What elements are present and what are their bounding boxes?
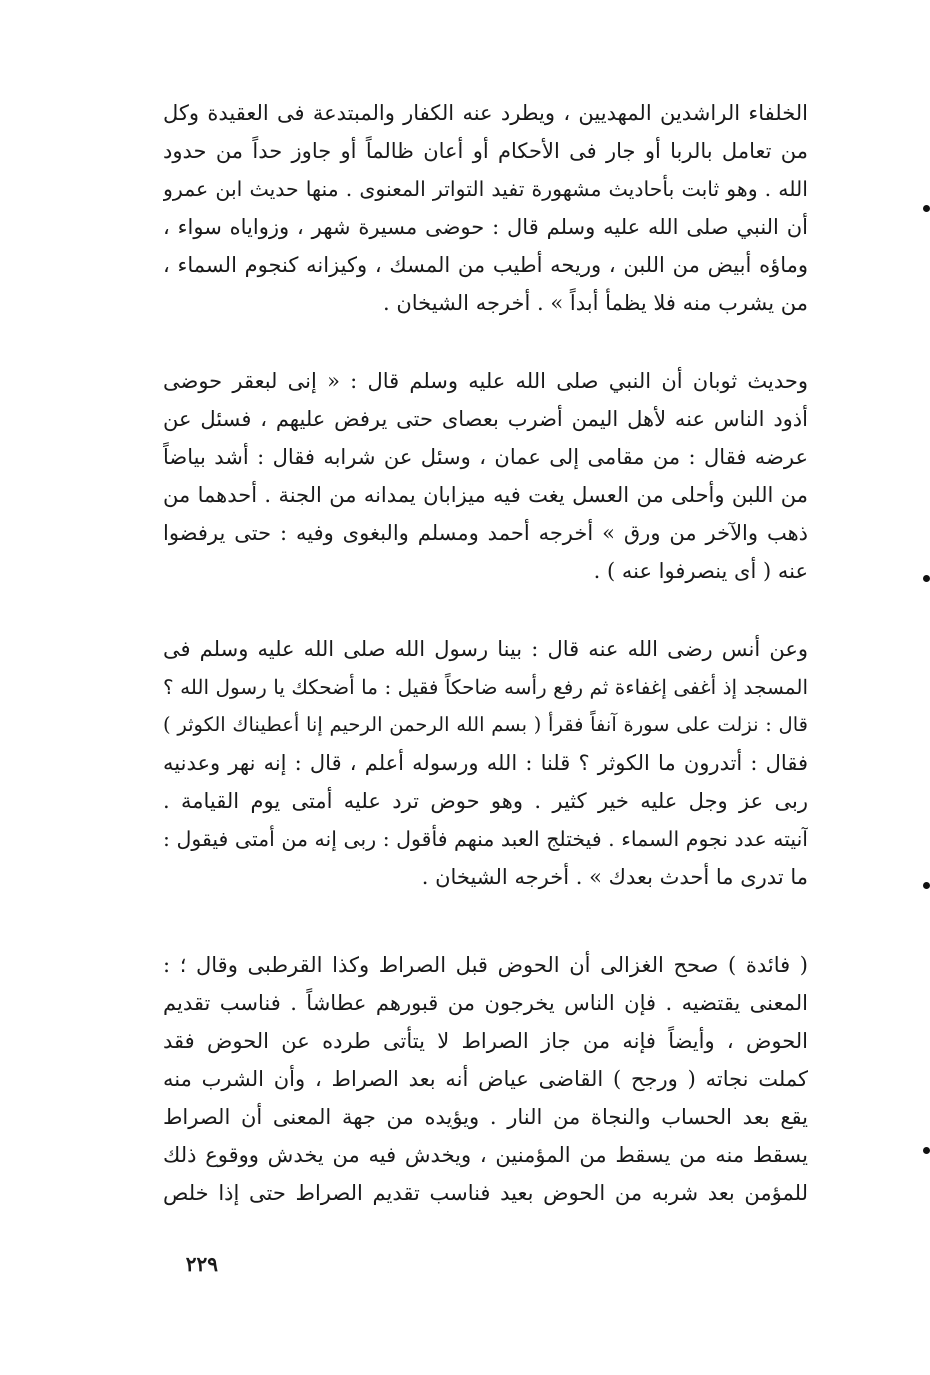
text-line: أن النبي صلى الله عليه وسلم قال : حوضى مسيرة شهر ، وزواياه سواء ، [163,215,808,239]
text-line: آنيته عدد نجوم السماء . فيختلج العبد منهم فأقول : ربى إنه من أمتى فيقول : [163,827,808,851]
text-line: فقال : أتدرون ما الكوثر ؟ قلنا : الله ورسوله أعلم ، قال : إنه نهر وعدنيه [163,751,808,775]
paragraph-1 [163,94,808,322]
text-line: الخلفاء الراشدين المهديين ، ويطرد عنه الكفار والمبتدعة فى العقيدة وكل [163,101,808,125]
text-line: ما تدرى ما أحدث بعدك » . أخرجه الشيخان . [421,865,808,889]
text-line: المسجد إذ أغفى إغفاءة ثم رفع رأسه ضاحكاً فقيل : ما أضحكك يا رسول الله ؟ [163,675,808,699]
text-line: عرضه فقال : من مقامى إلى عمان ، وسئل عن شرابه فقال : أشد بياضاً [163,445,808,469]
text-line: ( فائدة ) صحح الغزالى أن الحوض قبل الصراط وكذا القرطبى وقال ؛ : [163,953,808,977]
paragraph-4 [163,946,808,1212]
text-line: للمؤمن بعد شربه من الحوض بعيد فناسب تقديم الصراط حتى إذا خلص [163,1181,808,1205]
text-line: يقع بعد الحساب والنجاة من النار . ويؤيده من جهة المعنى أن الصراط [163,1105,808,1129]
margin-dot-icon [923,1147,930,1154]
text-line: من يشرب منه فلا يظمأ أبداً » . أخرجه الشيخان . [382,291,808,315]
text-line: وعن أنس رضى الله عنه قال : بينا رسول الله صلى الله عليه وسلم فى [163,637,808,661]
page-number: ٢٢٩ [185,1252,218,1276]
paragraph-3 [163,630,808,896]
text-line: ذهب والآخر من ورق » أخرجه أحمد ومسلم والبغوى وفيه : حتى يرفضوا [163,521,808,545]
text-line: ربى عز وجل عليه خير كثير . وهو حوض ترد عليه أمتى يوم القيامة . [163,789,808,813]
margin-dot-icon [923,205,930,212]
text-line: من اللبن وأحلى من العسل يغت فيه ميزابان يمدانه من الجنة . أحدهما من [163,483,808,507]
text-line: أذود الناس عنه لأهل اليمن أضرب بعصاى حتى يرفض عليهم ، فسئل عن [163,407,808,431]
text-line: يسقط منه من يسقط من المؤمنين ، ويخدش فيه من يخدش ووقوع ذلك [163,1143,808,1167]
text-line: وماؤه أبيض من اللبن ، وريحه أطيب من المسك ، وكيزانه كنجوم السماء ، [163,253,808,277]
text-line: قال : نزلت على سورة آنفاً فقرأ ( بسم الله الرحمن الرحيم إنا أعطيناك الكوثر ) [163,713,808,736]
text-line: وحديث ثوبان أن النبي صلى الله عليه وسلم قال : « إنى لبعقر حوضى [163,369,808,393]
margin-dot-icon [923,575,930,582]
text-line: الحوض ، وأيضاً فإنه من جاز الصراط لا يتأتى طرده عن الحوض فقد [163,1029,808,1053]
margin-dot-icon [923,882,930,889]
text-line: الله . وهو ثابت بأحاديث مشهورة تفيد التواتر المعنوى . منها حديث ابن عمرو [163,177,808,201]
text-line: من تعامل بالربا أو جار فى الأحكام أو أعان ظالماً أو جاوز حداً من حدود [163,139,808,163]
text-line: عنه ( أى ينصرفوا عنه ) . [593,559,808,583]
text-line: المعنى يقتضيه . فإن الناس يخرجون من قبورهم عطاشاً . فناسب تقديم [163,991,808,1015]
paragraph-2 [163,362,808,590]
text-line: كملت نجاته ( ورجح ) القاضى عياض أنه بعد الصراط ، وأن الشرب منه [163,1067,808,1091]
